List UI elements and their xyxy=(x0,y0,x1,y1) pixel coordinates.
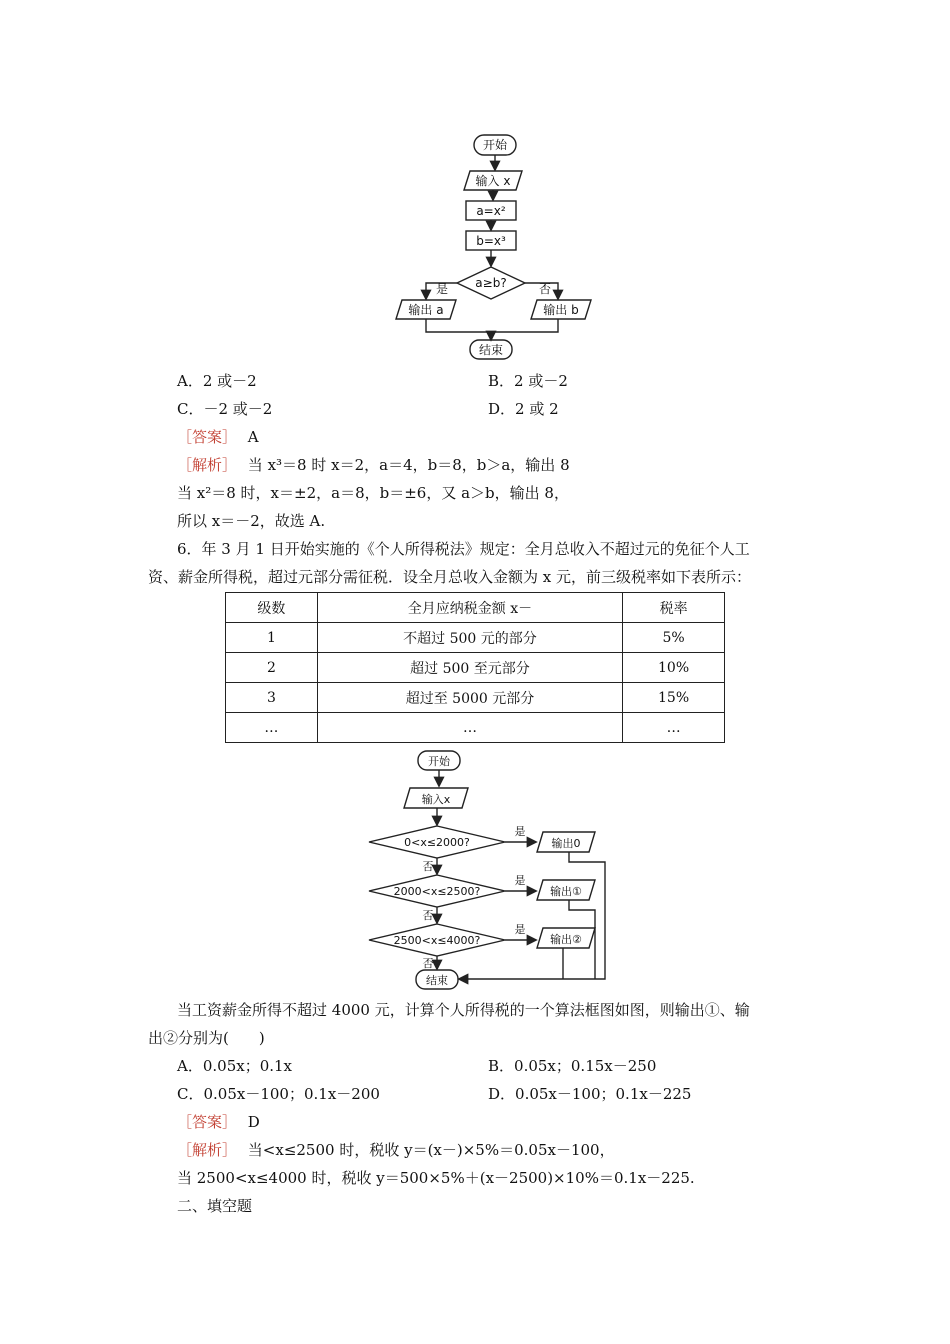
analysis-tag: ［解析］ xyxy=(177,456,238,474)
q6-analysis-2: 当 2500<x≤4000 时，税收 y＝500×5%＋(x－2500)×10%＝0.1x－225. xyxy=(177,1169,695,1187)
answer-tag: ［答案］ xyxy=(177,428,238,446)
q6-answer xyxy=(177,1112,260,1132)
flowchart-1 xyxy=(0,0,950,370)
q5-analysis-3: 所以 x＝－2，故选 A. xyxy=(177,512,326,530)
table-cell: … xyxy=(226,713,318,743)
fc2-no-1: 否 xyxy=(422,860,434,873)
q5-option-a: A．2 或－2 xyxy=(177,372,257,390)
fc2-end: 结束 xyxy=(426,974,448,987)
table-header-row xyxy=(226,593,725,623)
answer-value: D xyxy=(247,1113,260,1131)
table-cell: 10% xyxy=(623,653,725,683)
table-row xyxy=(226,653,725,683)
q5-analysis-2: 当 x²＝8 时，x＝±2，a＝8，b＝±6，又 a＞b，输出 8， xyxy=(177,484,569,502)
q6-stem-2: 资、薪金所得税，超过元部分需征税．设全月总收入金额为 x 元，前三级税率如下表所示： xyxy=(148,568,751,586)
fc2-input: 输入x xyxy=(421,793,451,806)
analysis-text: 当<x≤2500 时，税收 y＝(x－)×5%＝0.05x－100， xyxy=(247,1141,615,1159)
fc1-assign-a: a=x² xyxy=(476,204,506,218)
fc2-yes-1: 是 xyxy=(514,825,526,838)
table-header-cell: 级数 xyxy=(226,593,318,623)
q6-option-b: B．0.05x；0.15x－250 xyxy=(488,1057,657,1075)
q5-option-c: C．－2 或－2 xyxy=(177,400,273,418)
tax-rate-table xyxy=(225,592,725,743)
fc1-end: 结束 xyxy=(478,343,504,357)
table-cell: 1 xyxy=(226,623,318,653)
q5-analysis-1 xyxy=(177,455,570,475)
table-cell: 不超过 500 元的部分 xyxy=(317,623,622,653)
q6-stem-3: 当工资薪金所得不超过 4000 元，计算个人所得税的一个算法框图如图，则输出①、输 xyxy=(177,1001,750,1019)
fc2-output-2: 输出② xyxy=(550,933,582,946)
table-cell: 超过至 5000 元部分 xyxy=(317,683,622,713)
fc1-assign-b: b=x³ xyxy=(476,234,506,248)
table-cell: 超过 500 至元部分 xyxy=(317,653,622,683)
fc1-start: 开始 xyxy=(482,138,508,152)
q5-option-d: D．2 或 2 xyxy=(488,400,559,418)
fc2-yes-2: 是 xyxy=(514,874,526,887)
fc2-condition-2: 2000<x≤2500? xyxy=(393,885,481,898)
q6-option-d: D．0.05x－100；0.1x－225 xyxy=(488,1085,692,1103)
fc1-output-a: 输出 a xyxy=(408,303,444,317)
table-row xyxy=(226,623,725,653)
table-cell: … xyxy=(623,713,725,743)
q5-option-b: B．2 或－2 xyxy=(488,372,568,390)
q6-option-c: C．0.05x－100；0.1x－200 xyxy=(177,1085,380,1103)
table-row xyxy=(226,683,725,713)
fc1-input: 输入 x xyxy=(475,174,511,188)
table-header-cell: 税率 xyxy=(623,593,725,623)
table-cell: 3 xyxy=(226,683,318,713)
answer-value: A xyxy=(247,428,259,446)
fc1-condition: a≥b? xyxy=(475,276,507,290)
q6-stem-1: 6．年 3 月 1 日开始实施的《个人所得税法》规定：全月总收入不超过元的免征个人工 xyxy=(177,540,750,558)
table-cell: 5% xyxy=(623,623,725,653)
analysis-text: 当 x³＝8 时 x＝2，a＝4，b＝8，b＞a，输出 8 xyxy=(247,456,570,474)
fc2-no-3: 否 xyxy=(422,957,434,970)
q6-stem-4: 出②分别为( ) xyxy=(148,1029,265,1047)
analysis-tag: ［解析］ xyxy=(177,1141,238,1159)
q5-answer xyxy=(177,427,259,447)
table-row xyxy=(226,713,725,743)
q6-option-a: A．0.05x；0.1x xyxy=(177,1057,293,1075)
fc1-no: 否 xyxy=(538,282,552,296)
fc1-output-b: 输出 b xyxy=(543,303,579,317)
fc2-condition-3: 2500<x≤4000? xyxy=(393,934,481,947)
fc2-no-2: 否 xyxy=(422,909,434,922)
fc1-yes: 是 xyxy=(435,282,449,296)
q6-analysis-1 xyxy=(177,1140,615,1160)
fc2-output-0: 输出0 xyxy=(551,837,581,850)
flowchart-2 xyxy=(0,745,950,1005)
fc2-output-1: 输出① xyxy=(550,885,582,898)
table-header-cell: 全月应纳税金额 x－ xyxy=(317,593,622,623)
section-heading: 二、填空题 xyxy=(177,1197,253,1215)
table-cell: 2 xyxy=(226,653,318,683)
answer-tag: ［答案］ xyxy=(177,1113,238,1131)
fc2-yes-3: 是 xyxy=(514,923,526,936)
fc2-condition-1: 0<x≤2000? xyxy=(404,836,470,849)
table-cell: … xyxy=(317,713,622,743)
table-cell: 15% xyxy=(623,683,725,713)
fc2-start: 开始 xyxy=(428,755,450,768)
